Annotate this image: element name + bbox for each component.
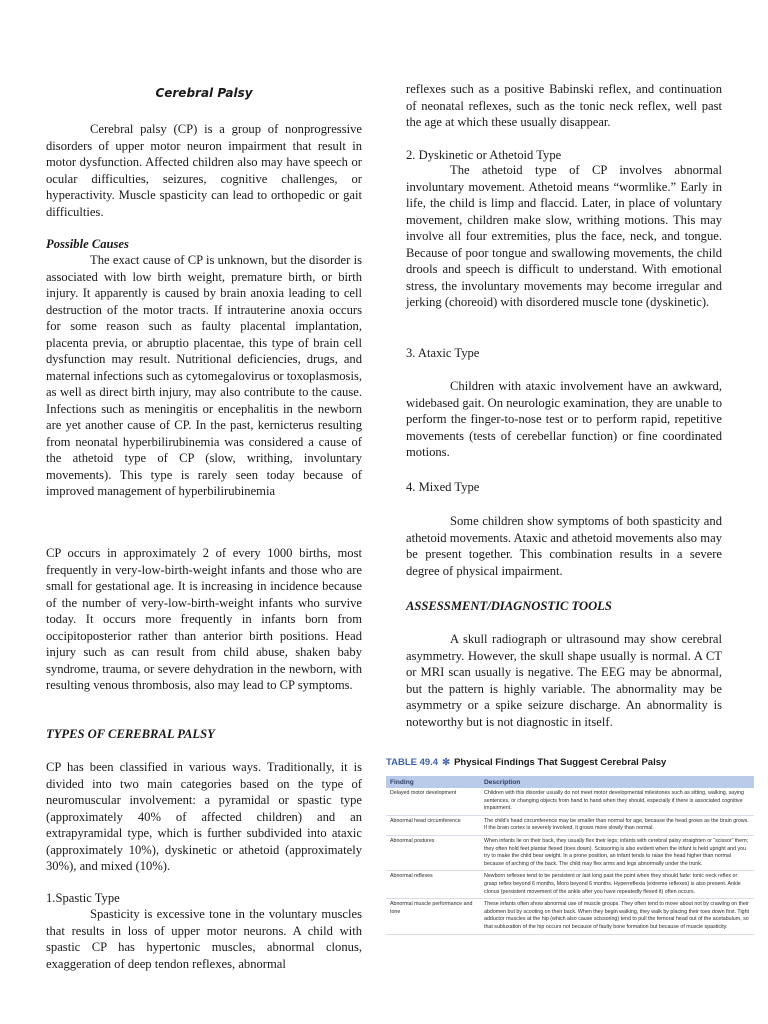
types-heading: TYPES OF CEREBRAL PALSY — [46, 727, 215, 741]
row-description: These infants often show abnormal use of muscle groups. They often tend to move about not by crawling on their abdomen but by scooting on their back. When they begin walking, they walk by placing their toes down first. Tight adductor muscles at the hip (which also cause scissoring) tend to pull the femoral head out of the acetabulum, so that subluxation of the hip occurs not because of faulty bone formation but because of muscle spasticity. — [484, 901, 749, 930]
page-title: Cerebral Palsy — [155, 86, 253, 100]
dyskinetic-heading: 2. Dyskinetic or Athetoid Type — [406, 148, 562, 162]
header-finding: Finding — [390, 778, 414, 786]
row-finding: Delayed motor development — [390, 790, 457, 796]
row-finding: Abnormal reflexes — [390, 873, 433, 880]
table-row — [386, 816, 754, 836]
table-row — [386, 899, 754, 934]
incidence-paragraph: CP occurs in approximately 2 of every 1000 births, most frequently in very-low-birth-weight infants and those who are small for gestational age. It is increasing in incidence because of the number of very-low-birth-weight infants who survive today. It occurs more frequently in infants born from occipitoposterior rather than anterior birth positions. Head injury such as can result from child abuse, shaken baby syndrome, trauma, or severe dehydration in the newborn, with resulting venous thrombosis, also may lead to CP symptoms. — [46, 546, 362, 692]
mixed-heading: 4. Mixed Type — [406, 480, 480, 494]
ataxic-heading: 3. Ataxic Type — [406, 346, 480, 360]
row-description: Children with this disorder usually do not meet motor developmental milestones such as sitting, walking, saying sentences, or changing objects from hand to hand when they should, especially if there is associated cognitive impairment. — [484, 790, 744, 812]
table-number: TABLE 49.4 — [386, 756, 439, 768]
table-row — [386, 836, 754, 871]
ataxic-paragraph: Children with ataxic involvement have an awkward, widebased gait. On neurologic examination, they are unable to perform the finger-to-nose test or to perform rapid, repetitive movements (tests of cerebellar function) or fine coordinated motions. — [406, 379, 722, 459]
header-description: Description — [484, 778, 521, 786]
mixed-paragraph: Some children show symptoms of both spasticity and athetoid movements. Ataxic and athetoid movements also may be present together. This combination results in a severe degree of physical impairment. — [406, 514, 722, 578]
dyskinetic-paragraph: The athetoid type of CP involves abnormal involuntary movement. Athetoid means “wormlike.” Early in life, the child is limp and flaccid. Later, in place of voluntary movement, children make slow, writhing motions. This may involve all four extremities, plus the face, neck, and tongue. Because of poor tongue and swallowing movements, the child drools and speech is difficult to understand. With emotional stress, the involuntary movements may become irregular and jerking (choreoid) with disordered muscle tone (dyskinetic). — [406, 163, 722, 309]
row-finding: Abnormal muscle performance and tone — [390, 901, 473, 915]
table-row — [386, 788, 754, 816]
table-header — [386, 776, 754, 788]
intro-paragraph: Cerebral palsy (CP) is a group of nonprogressive disorders of upper motor neuron impairment that result in motor dysfunction. Affected children also may have speech or ocular difficulties, seizures, cognitive challenges, or hyperactivity. Muscle spasticity can lead to orthopedic or gait difficulties. — [46, 122, 362, 219]
causes-paragraph: The exact cause of CP is unknown, but the disorder is associated with low birth weight, premature birth, or birth injury. It apparently is caused by brain anoxia leading to cell destruction of the motor tracts. If intrauterine anoxia occurs for some reason such as faulty placental implantation, placenta previa, or abruptio placentae, this type of brain cell dysfunction may result. Nutritional deficiencies, drugs, and maternal infections such as cytomegalovirus or toxoplasmosis, as well as direct birth injury, may also contribute to the cause. Infections such as meningitis or encephalitis in the newborn are yet another cause of CP. In the past, kernicterus resulting from neonatal hyperbilirubinemia was considered a cause of the athetoid type of CP (slow, writhing, involuntary movements). This type is rarely seen today because of improved management of hyperbilirubinemia — [46, 253, 362, 498]
row-finding: Abnormal postures — [390, 837, 435, 844]
spastic-heading: 1.Spastic Type — [46, 891, 120, 905]
row-finding: Abnormal head circumference — [390, 817, 461, 824]
asterisk-icon: ✻ — [442, 756, 451, 768]
spastic-paragraph: Spasticity is excessive tone in the voluntary muscles that results in loss of upper motor neurons. A child with spastic CP has hypertonic muscles, abnormal clonus, exaggeration of deep tendon reflexes, abnormal — [46, 907, 362, 971]
findings-table — [386, 752, 754, 935]
assessment-paragraph: A skull radiograph or ultrasound may show cerebral asymmetry. However, the skull shape usually is normal. A CT or MRI scan usually is negative. The EEG may be abnormal, but the pattern is highly variable. The abnormality may be asymmetry or a spike seizure discharge. An abnormality is noteworthy but is not diagnostic in itself. — [406, 632, 722, 729]
causes-heading: Possible Causes — [46, 237, 129, 251]
assessment-heading: ASSESSMENT/DIAGNOSTIC TOOLS — [406, 599, 612, 613]
table-caption — [386, 752, 754, 772]
types-paragraph: CP has been classified in various ways. Traditionally, it is divided into two main categories based on the type of neuromuscular involvement: a pyramidal or spastic type (approximately 40% of affected children) and an extrapyramidal type, which is further subdivided into ataxic (approximately 10%), dyskinetic or athetoid (approximately 30%), and mixed (10%). — [46, 760, 362, 873]
table-title: Physical Findings That Suggest Cerebral Palsy — [454, 756, 667, 768]
row-description: When infants lie on their back, they usually flex their legs; infants with cerebral palsy straighten or “scissor” them; they often hold feet plantar flexed (toes down). Scissoring is also evident when the infant is held upright and you try to make the child bear weight. In a prone position, an infant tends to raise the head higher than normal because of arching of the back. The child may flex arms and legs abnormally under the trunk. — [484, 837, 749, 867]
row-description: Newborn reflexes tend to be persistent or last long past the point when they should fade: tonic neck reflex or grasp reflex beyond 6 months, Moro beyond 6 months. Hyperreflexia (extreme reflexes) is also present. Ankle clonus (persistent movement of the ankle after you have repeatedly flexed it) often occurs. — [484, 873, 741, 895]
reflexes-continuation: reflexes such as a positive Babinski reflex, and continuation of neonatal reflexes, such as the tonic neck reflex, well past the age at which these usually disappear. — [406, 82, 722, 129]
row-description: The child's head circumference may be smaller than normal for age, because the head grows as the brain grows. If the brain cortex is severely involved, it grows more slowly than normal. — [484, 817, 749, 832]
table-row — [386, 871, 754, 899]
